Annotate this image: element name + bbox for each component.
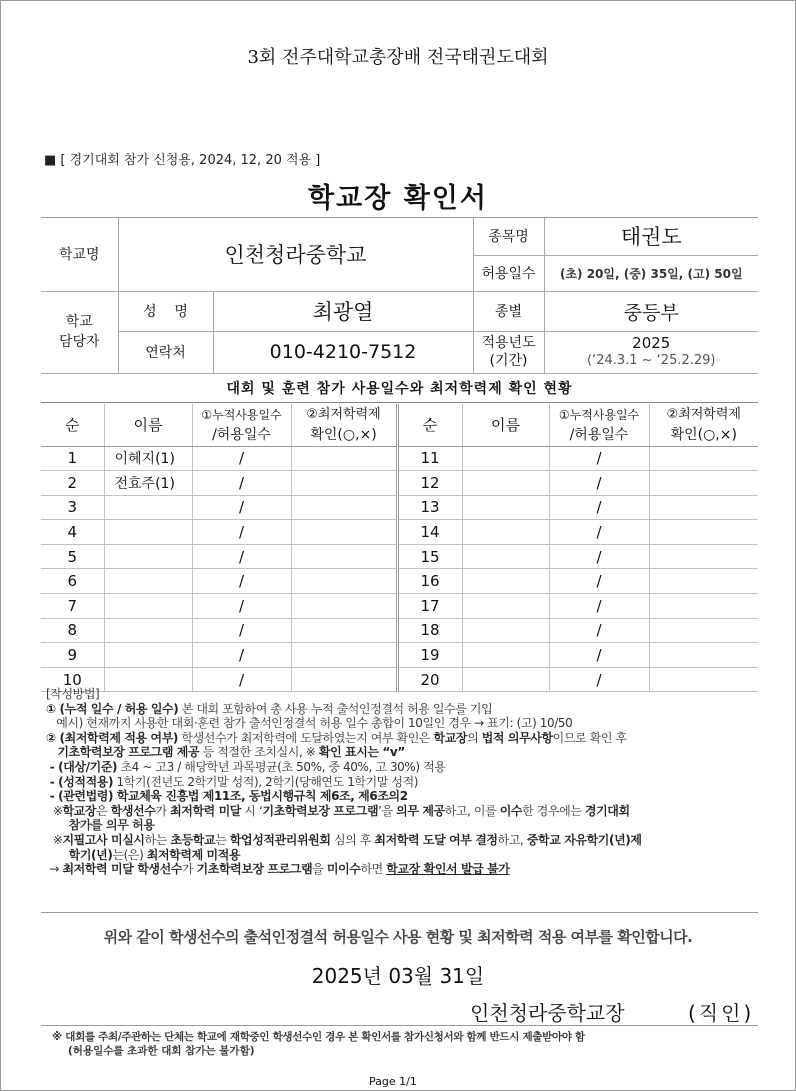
year-value-cell: [544, 331, 758, 373]
row-cumulative-days-right: /: [549, 544, 649, 569]
row-no-right: 19: [397, 643, 462, 668]
row-cumulative-days: /: [192, 643, 291, 668]
principal-name: 인천청라중학교장: [470, 1001, 625, 1025]
row-name: [104, 544, 192, 569]
statement-rule: [41, 912, 758, 913]
row-cumulative-days-right: /: [549, 643, 649, 668]
row-name-right: [462, 471, 549, 496]
header-no-right: 순: [397, 404, 462, 446]
header-cumulative: [192, 404, 291, 446]
row-cumulative-days: /: [192, 618, 291, 643]
row-name-right: [462, 594, 549, 619]
row-cumulative-days: /: [192, 544, 291, 569]
note-law: - (관련법령) 학교체육 진흥법 제11조, 동법시행규칙 제6조, 제6조의2: [46, 789, 408, 804]
header-academic-right-line2: 확인(○,×): [670, 426, 737, 443]
row-no: 2: [41, 471, 104, 496]
document-title: 학교장 확인서: [308, 183, 488, 214]
row-no: 7: [41, 594, 104, 619]
row-academic-check-right: [649, 643, 758, 668]
row-academic-check-right: [649, 618, 758, 643]
row-no: 4: [41, 520, 104, 545]
row-cumulative-days-right: /: [549, 594, 649, 619]
row-cumulative-days: /: [192, 520, 291, 545]
contact-value: 010-4210-7512: [213, 331, 473, 373]
row-name-right: [462, 544, 549, 569]
row-no-right: 17: [397, 594, 462, 619]
row-no: 6: [41, 569, 104, 594]
header-academic-line2: 확인(○,×): [310, 426, 377, 443]
row-cumulative-days-right: /: [549, 569, 649, 594]
row-name-right: [462, 495, 549, 520]
person-name: 최광열: [213, 291, 473, 331]
row-no-right: 11: [397, 446, 462, 471]
form-applicability-note: ■ [ 경기대회 참가 신청용, 2024, 12, 20 적용 ]: [44, 153, 321, 168]
row-no: 5: [41, 544, 104, 569]
row-academic-check-right: [649, 544, 758, 569]
row-no-right: 18: [397, 618, 462, 643]
footer-rule: [41, 1025, 758, 1026]
row-name: 전효주(1): [104, 471, 192, 496]
row-name: [104, 643, 192, 668]
contact-person-label-line1: 학교: [65, 314, 93, 330]
row-academic-check-right: [649, 520, 758, 545]
row-no-right: 20: [397, 667, 462, 692]
contact-person-label: [41, 291, 118, 373]
row-cumulative-days-right: /: [549, 471, 649, 496]
row-academic-check-right: [649, 495, 758, 520]
row-academic-check: [291, 471, 397, 496]
school-name-label: 학교명: [41, 218, 118, 291]
contact-person-label-line2: 담당자: [58, 334, 100, 350]
header-cumulative-line2: /허용일수: [212, 426, 271, 443]
row-cumulative-days: /: [192, 569, 291, 594]
row-cumulative-days-right: /: [549, 667, 649, 692]
section-rule: [41, 402, 758, 403]
year-label: [473, 331, 544, 373]
footer-note-line1: ※ 대회를 주최/주관하는 단체는 학교에 재학중인 학생선수인 경우 본 확인서를 참가신청서와 함께 반드시 제출받아야 함: [52, 1031, 585, 1043]
note-2: ② (최저학력제 적용 여부) 학생선수가 최저학력에 도달하였는지 여부 확인은 학교장의 법적 의무사항이므로 확인 후: [46, 730, 627, 745]
table-row: [41, 569, 758, 594]
row-academic-check-right: [649, 569, 758, 594]
year-value: 2025: [632, 334, 671, 352]
note-2-cont: 기초학력보장 프로그램 제공 등 적절한 조치실시, ※ 확인 표시는 “v”: [46, 745, 405, 760]
header-name: 이름: [104, 404, 192, 446]
row-cumulative-days-right: /: [549, 520, 649, 545]
competition-title: 3회 전주대학교총장배 전국태권도대회: [247, 47, 549, 68]
notes-heading: [작성방법]: [46, 687, 100, 701]
event-label: 종목명: [473, 218, 544, 255]
category-value: 중등부: [544, 291, 758, 331]
row-name: [104, 569, 192, 594]
allowed-days-value: (초) 20일, (중) 35일, (고) 50일: [544, 255, 758, 291]
row-no: 1: [41, 446, 104, 471]
contact-label: 연락처: [118, 331, 213, 373]
row-academic-check-right: [649, 471, 758, 496]
note-principal-duty: ※학교장은 학생선수가 최저학력 미달 시 ‘기초학력보장 프로그램’을 의무 제공하고, 이를 이수한 경우에는 경기대회: [46, 803, 630, 818]
row-academic-check: [291, 643, 397, 668]
row-name-right: [462, 643, 549, 668]
info-table: [41, 218, 758, 374]
table-row: [41, 520, 758, 545]
row-academic-check: [291, 495, 397, 520]
table-row: [41, 544, 758, 569]
row-academic-check-right: [649, 594, 758, 619]
row-name-right: [462, 446, 549, 471]
confirmation-date: 2025년 03월 31일: [311, 964, 485, 988]
row-academic-check: [291, 569, 397, 594]
row-no-right: 16: [397, 569, 462, 594]
row-no: 3: [41, 495, 104, 520]
header-academic-right-line1: ②최저학력제: [666, 406, 741, 422]
allowed-days-label: 허용일수: [473, 255, 544, 291]
table-row: [41, 495, 758, 520]
row-academic-check: [291, 618, 397, 643]
note-principal-duty-cont: 참가를 의무 허용: [46, 818, 155, 833]
year-label-line2: (기간): [489, 353, 528, 369]
row-name: [104, 495, 192, 520]
row-name: 이혜지(1): [104, 446, 192, 471]
row-cumulative-days: /: [192, 471, 291, 496]
row-no-right: 14: [397, 520, 462, 545]
table-row: [41, 471, 758, 496]
year-label-line1: 적용년도: [481, 335, 536, 351]
person-name-label: 성 명: [118, 291, 213, 331]
row-academic-check: [291, 446, 397, 471]
row-no-right: 12: [397, 471, 462, 496]
row-no: 9: [41, 643, 104, 668]
participants-table: [41, 404, 758, 692]
confirmation-statement: 위와 같이 학생선수의 출석인정결석 허용일수 사용 현황 및 최저학력 적용 여부를 확인합니다.: [103, 928, 693, 946]
header-cumulative-line1: ①누적사용일수: [201, 407, 282, 422]
header-academic: [291, 404, 397, 446]
row-name: [104, 618, 192, 643]
event-value: 태권도: [544, 218, 758, 255]
row-name-right: [462, 618, 549, 643]
note-consequence: → 최저학력 미달 학생선수가 기초학력보장 프로그램을 미이수하면 학교장 확인서 발급 불가: [46, 862, 510, 877]
table-row: [41, 643, 758, 668]
header-academic-right: [649, 404, 758, 446]
row-no: 8: [41, 618, 104, 643]
row-cumulative-days: /: [192, 446, 291, 471]
footer-note-line2: (허용일수를 초과한 대회 참가는 불가함): [68, 1045, 255, 1057]
row-academic-check: [291, 520, 397, 545]
table-row: [41, 594, 758, 619]
row-name-right: [462, 520, 549, 545]
year-period: (‘24.3.1 ~ ‘25.2.29): [586, 353, 716, 368]
school-name: 인천청라중학교: [118, 218, 473, 291]
header-name-right: 이름: [462, 404, 549, 446]
writing-instructions: [46, 687, 758, 877]
note-elementary-cont: 학기(년)는(은) 최저학력제 미적용: [46, 847, 241, 862]
header-academic-line1: ②최저학력제: [306, 406, 381, 422]
header-cumulative-right-line1: ①누적사용일수: [558, 407, 640, 422]
row-no: 10: [41, 667, 104, 692]
page-number: Page 1/1: [369, 1075, 417, 1088]
row-no-right: 15: [397, 544, 462, 569]
header-cumulative-right: [549, 404, 649, 446]
row-cumulative-days: /: [192, 594, 291, 619]
row-cumulative-days-right: /: [549, 446, 649, 471]
note-1-example: 예시) 현재까지 사용한 대회·훈련 참가 출석인정결석 허용 일수 총합이 10일인 경우 → 표기: (고) 10/50: [46, 716, 573, 731]
note-1: ① (누적 일수 / 허용 일수) 본 대회 포함하여 총 사용 누적 출석인정결석 허용 일수를 기입: [46, 701, 493, 716]
table-row: [41, 618, 758, 643]
note-target: - (대상/기준) 초4 ~ 고3 / 해당학년 과목평균(초 50%, 중 40%, 고 30%) 적용: [46, 759, 446, 774]
header-no: 순: [41, 404, 104, 446]
row-academic-check: [291, 594, 397, 619]
row-cumulative-days: /: [192, 667, 291, 692]
row-name-right: [462, 569, 549, 594]
row-cumulative-days: /: [192, 495, 291, 520]
row-name: [104, 594, 192, 619]
row-cumulative-days-right: /: [549, 618, 649, 643]
table-row: [41, 446, 758, 471]
official-seal: (직인): [688, 1001, 755, 1025]
category-label: 종별: [473, 291, 544, 331]
header-cumulative-right-line2: /허용일수: [569, 426, 629, 443]
row-name: [104, 520, 192, 545]
row-academic-check-right: [649, 446, 758, 471]
section-title: 대회 및 훈련 참가 사용일수와 최저학력제 확인 현황: [226, 381, 573, 397]
row-cumulative-days-right: /: [549, 495, 649, 520]
row-academic-check: [291, 544, 397, 569]
row-no-right: 13: [397, 495, 462, 520]
note-grades: - (성적적용) 1학기(전년도 2학기말 성적), 2학기(당해연도 1학기말 성적): [46, 774, 419, 789]
note-elementary: ※지필고사 미실시하는 초등학교는 학업성적관리위원회 심의 후 최저학력 도달 여부 결정하고, 중학교 자유학기(년)제: [46, 832, 642, 847]
